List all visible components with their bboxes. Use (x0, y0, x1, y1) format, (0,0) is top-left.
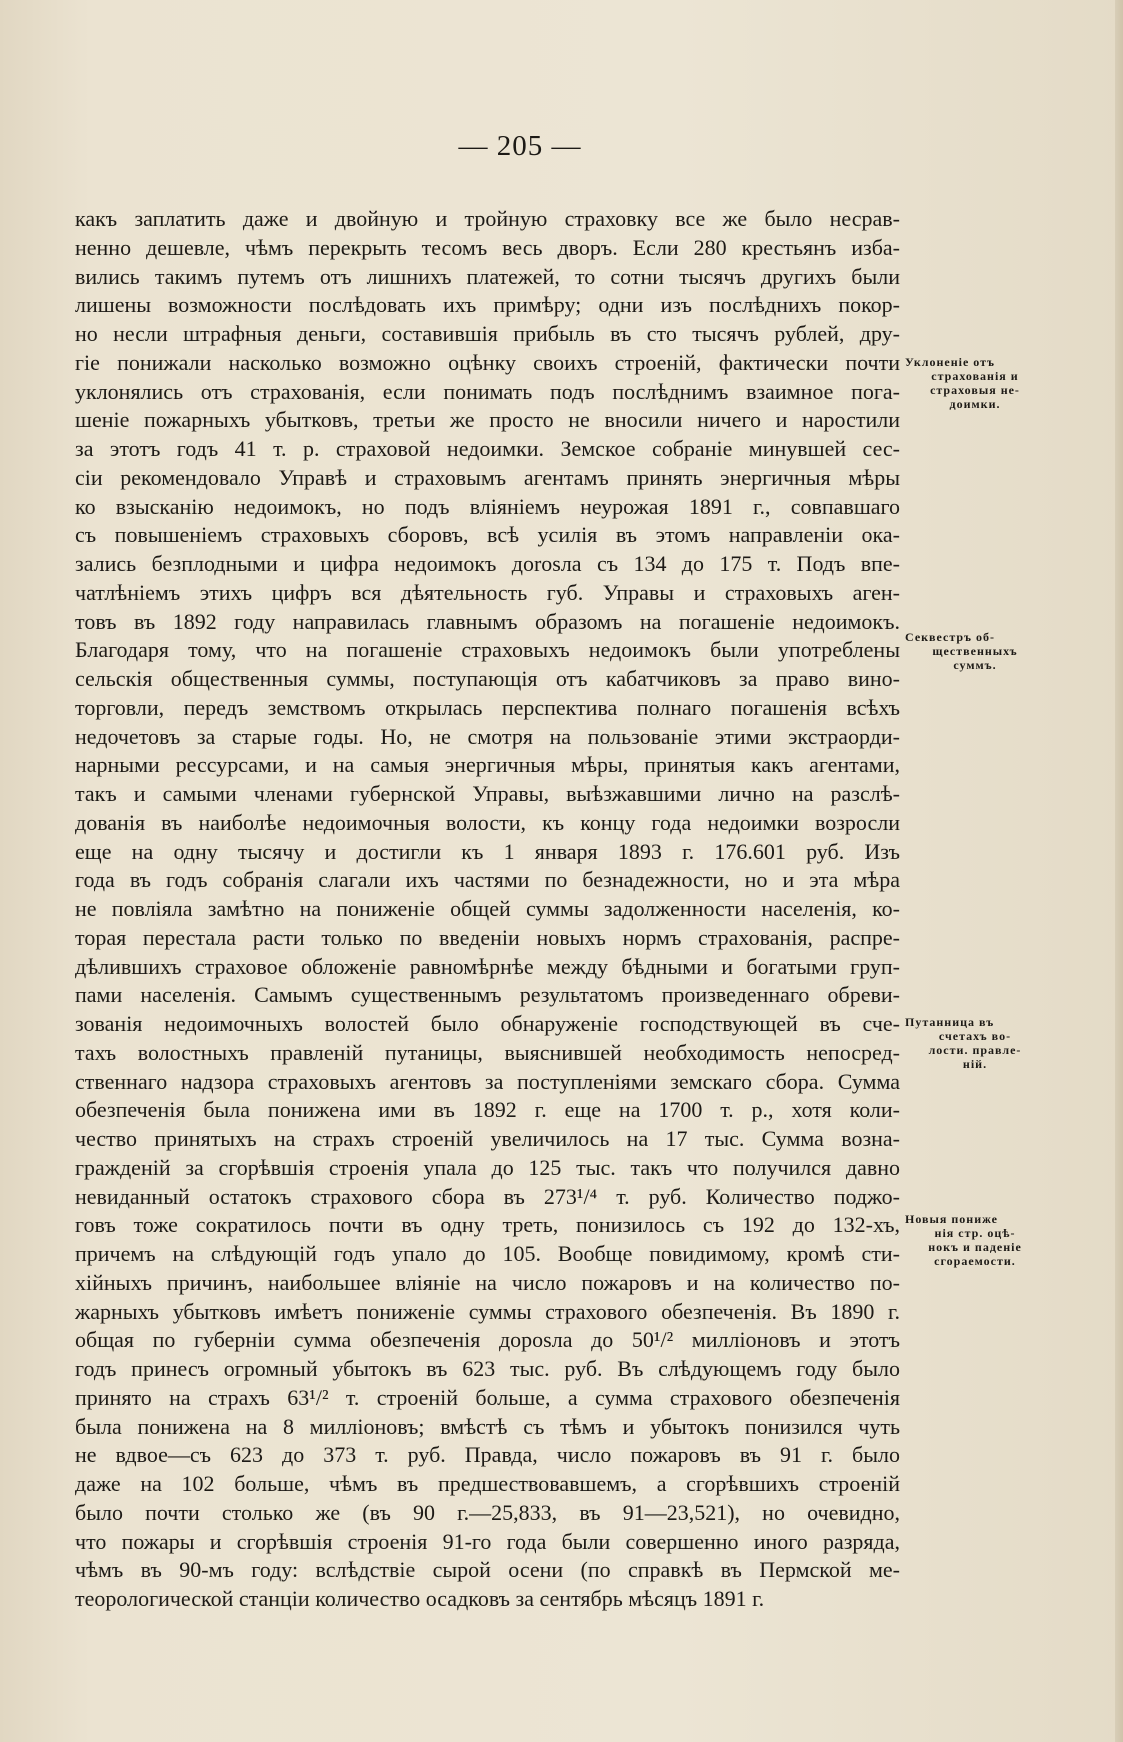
margin-note-confusion (905, 1015, 1045, 1071)
margin-note-line: ній. (962, 1057, 988, 1071)
text-line: ственнаго надзора страховыхъ агентовъ за поступленіями земскаго сбора. Сумма (75, 1068, 900, 1094)
text-line: чѣмъ въ 90-мъ году: вслѣдствіе сырой осени (по справкѣ въ Пермской ме- (75, 1557, 900, 1583)
text-line: зались безплодными и цифра недоимокъ дorosла съ 134 до 175 т. Подъ впе- (75, 551, 900, 576)
text-line: чество принятыхъ на страхъ строеній увеличилось на 17 тыс. Сумма возна- (75, 1126, 900, 1151)
text-line: года въ годъ собранія слагали ихъ частями по безнадежности, но и эта мѣра (75, 867, 900, 893)
text-line: невиданный остатокъ страхового сбора въ 273¹/⁴ т. руб. Количество поджо- (75, 1183, 900, 1209)
text-line: нарными рессурсами, и на самыя энергичныя мѣры, принятыя какъ агентами, (75, 752, 900, 778)
text-line: не вдвое—съ 623 до 373 т. руб. Правда, число пожаровъ въ 91 г. было (75, 1442, 900, 1468)
text-line: теорологической станціи количество осадковъ за сентябрь мѣсяцъ 1891 г. (75, 1586, 765, 1611)
margin-note-line: Путанница въ (905, 1015, 995, 1029)
text-line: съ повышеніемъ страховыхъ сборовъ, всѣ усилія въ этомъ направленіи ока- (75, 522, 900, 548)
text-line: тахъ волостныхъ правленій путаницы, выяснившей необходимость непосред- (75, 1039, 900, 1065)
text-line: дованія въ наиболѣе недоимочныя волости, къ концу года недоимки возросли (75, 809, 900, 835)
text-line: Благодаря тому, что на погашеніе страховыхъ недоимокъ были употреблены (75, 637, 900, 663)
margin-note-line: доимки. (949, 397, 1001, 411)
text-line: недочетовъ за старые годы. Но, не смотря на пользованіе этими экстраорди- (75, 723, 900, 749)
margin-note-line: суммъ. (953, 658, 997, 672)
text-line: гіе понижали насколько возможно оцѣнку своихъ строеній, фактически почти (75, 349, 900, 375)
text-line: торая перестала расти только по введеніи новыхъ нормъ страхованія, распре- (75, 924, 900, 950)
text-line: чатлѣніемъ этихъ цифръ вся дѣятельность губ. Управы и страховыхъ аген- (75, 579, 900, 605)
text-line: даже на 102 больше, чѣмъ въ предшествовавшемъ, а сгорѣвшихъ строеній (75, 1471, 900, 1496)
margin-note-line: нія стр. оцѣ- (934, 1226, 1016, 1240)
page-edge (1115, 0, 1123, 1742)
text-line: общая по губерніи сумма обезпеченія дорosла до 50¹/² милліоновъ и этотъ (75, 1327, 900, 1353)
margin-note-line: Уклоненіе отъ (905, 355, 996, 369)
text-line: товъ въ 1892 году направилась главнымъ образомъ на погашеніе недоимокъ. (75, 608, 900, 634)
text-line: говъ тоже сократилось почти въ одну треть, понизилось съ 192 до 132-хъ, (75, 1212, 900, 1238)
margin-note-line: лости. правле- (928, 1043, 1022, 1057)
margin-note-sequestration (905, 630, 1045, 672)
text-line: еще на одну тысячу и достигли къ 1 января 1893 г. 176.601 руб. Изъ (75, 838, 900, 864)
text-line: зованія недоимочныхъ волостей было обнаруженіе господствующей въ сче- (75, 1011, 900, 1036)
text-line: пами населенія. Самымъ существеннымъ результатомъ произведеннаго обреви- (75, 982, 900, 1008)
text-line: обезпеченія была понижена ими въ 1892 г. еще на 1700 т. р., хотя коли- (75, 1097, 900, 1123)
text-line: шеніе пожарныхъ убытковъ, третьи же просто не вносили ничего и наростили (75, 407, 900, 433)
text-line: но несли штрафныя деньги, составившія прибыль въ сто тысячъ рублей, дру- (75, 321, 900, 346)
text-line: хійныхъ причинъ, наибольшее вліяніе на число пожаровъ и на количество по- (75, 1269, 900, 1295)
text-line: гражденій за сгорѣвшія строенія упала до 125 тыс. такъ что получился давно (75, 1154, 900, 1180)
text-line: принято на страхъ 63¹/² т. строеній больше, а сумма страхового обезпеченія (75, 1384, 900, 1410)
text-line: дѣлившихъ страховое обложеніе равномѣрнѣе между бѣдными и богатыми груп- (75, 953, 900, 979)
text-line: за этотъ годъ 41 т. р. страховой недоимки. Земское собраніе минувшей сес- (75, 436, 900, 461)
text-line: жарныхъ убытковъ имѣетъ пониженіе суммы страхового обезпеченія. Въ 1890 г. (75, 1298, 900, 1324)
margin-note-evasion (905, 355, 1045, 411)
text-line: уклонялись отъ страхованія, если понимать подъ послѣднимъ взаимное пога- (75, 378, 900, 404)
margin-note-line: счетахъ во- (938, 1029, 1012, 1043)
text-line: причемъ на слѣдующій годъ упало до 105. Вообще повидимому, кромѣ сти- (75, 1241, 900, 1266)
margin-note-line: страховыя не- (930, 383, 1020, 397)
text-line: годъ принесъ огромный убытокъ въ 623 тыс. руб. Въ слѣдующемъ году было (75, 1356, 900, 1381)
margin-note-line: нокъ и паденіе (928, 1240, 1022, 1254)
text-line: было почти столько же (въ 90 г.—25,833, въ 91—23,521), но очевидно, (75, 1499, 900, 1525)
margin-note-line: страхованія и (931, 369, 1019, 383)
text-line: такъ и самыми членами губернской Управы, выѣзжавшими лично на разслѣ- (75, 781, 900, 806)
text-line: торговли, передъ земствомъ открылась перспектива полнаго погашенія всѣхъ (75, 694, 900, 720)
margin-note-new-reductions (905, 1212, 1045, 1268)
body-text (75, 205, 900, 1614)
text-line: ненно дешевле, чѣмъ перекрыть тесомъ весь дворъ. Если 280 крестьянъ изба- (75, 234, 900, 260)
text-line: была понижена на 8 милліоновъ; вмѣстѣ съ тѣмъ и убытокъ понизился чуть (75, 1413, 900, 1439)
page-number: — 205 — (458, 130, 582, 162)
margin-note-line: Секвестръ об- (905, 630, 996, 644)
text-line: лишены возможности послѣдовать ихъ примѣру; одни изъ послѣднихъ покор- (75, 292, 900, 318)
text-line: ко взысканію недоимокъ, но подъ вліяніемъ неурожая 1891 г., совпавшаго (75, 493, 900, 519)
margin-note-line: Новыя пониже (905, 1212, 998, 1226)
text-line: какъ заплатить даже и двойную и тройную страховку все же было несрав- (75, 206, 900, 231)
margin-note-line: щественныхъ (932, 644, 1018, 658)
margin-note-line: сгораемости. (934, 1254, 1016, 1268)
text-line: сіи рекомендовало Управѣ и страховымъ агентамъ принять энергичныя мѣры (75, 464, 900, 490)
text-line: сельскія общественныя суммы, поступающія отъ кабатчиковъ за право вино- (75, 666, 900, 691)
text-line: что пожары и сгорѣвшія строенія 91-го года были совершенно иного разряда, (75, 1528, 900, 1554)
text-line: вились такимъ путемъ отъ лишнихъ платежей, то сотни тысячъ другихъ были (75, 263, 900, 289)
text-line: не повліяла замѣтно на пониженіе общей суммы задолженности населенія, ко- (75, 896, 900, 921)
